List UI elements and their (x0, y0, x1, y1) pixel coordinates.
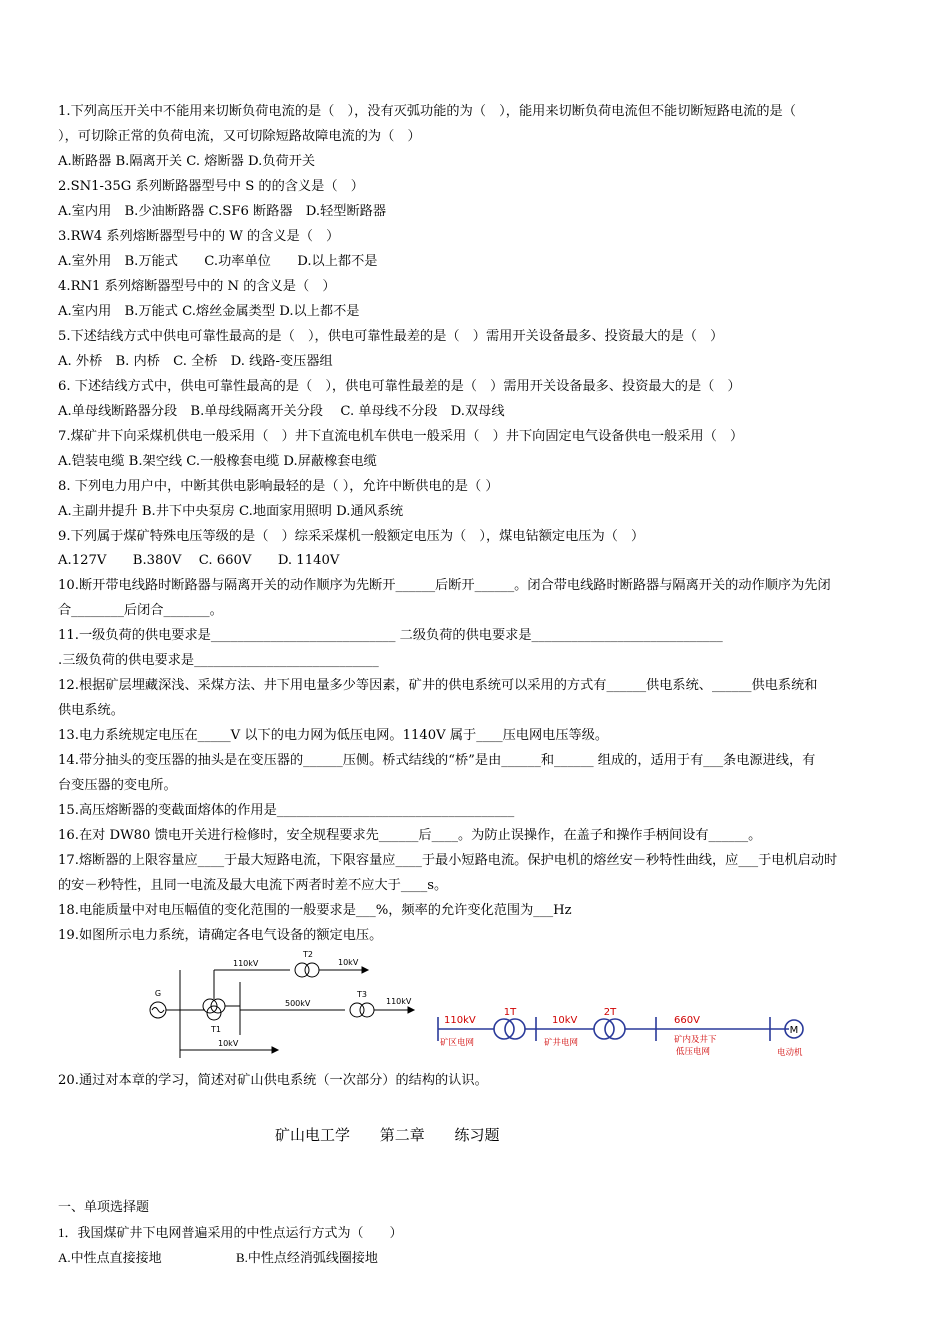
text-line: A.室外用 B.万能式 C.功率单位 D.以上都不是 (58, 254, 378, 269)
text-line: A.单母线断路器分段 B.单母线隔离开关分段 C. 单母线不分段 D.双母线 (58, 404, 505, 419)
question-20: 20.通过对本章的学习，简述对矿山供电系统（一次部分）的结构的认识。 (58, 1073, 488, 1088)
question-2-1: 1．我国煤矿井下电网普遍采用的中性点运行方式为（ ） (58, 1225, 403, 1240)
text-line: 4.RN1 系列熔断器型号中的 N 的含义是（ ） (58, 279, 336, 294)
label-2-2t: 2T (603, 1007, 617, 1018)
label-2-110kv: 110kV (444, 1015, 476, 1026)
label-110kv: 110kV (233, 959, 259, 968)
label-110kv-right: 110kV (386, 997, 412, 1006)
label-motor: 电动机 (777, 1048, 803, 1058)
text-line: A.主副井提升 B.井下中央泵房 C.地面家用照明 D.通风系统 (58, 504, 404, 519)
text-line: 14.带分抽头的变压器的抽头是在变压器的______压侧。桥式结线的“桥”是由______和______ 组成的，适用于有___条电源进线，有 (58, 753, 816, 768)
section-heading: 一、单项选择题 (58, 1199, 150, 1214)
text-line: 12.根据矿层埋藏深浅、采煤方法、井下用电量多少等因素，矿井的供电系统可以采用的方式有______供电系统、______供电系统和 (58, 678, 818, 693)
text-line: 的安－秒特性，且同一电流及最大电流下两者时差不应大于____s。 (58, 878, 448, 893)
text-line: 18.电能质量中对电压幅值的变化范围的一般要求是___%，频率的允许变化范围为___Hz (58, 903, 572, 918)
label-2-660v: 660V (674, 1015, 700, 1026)
text-line: 9.下列属于煤矿特殊电压等级的是（ ）综采采煤机一般额定电压为（ ），煤电钻额定电压为（ ） (58, 529, 645, 544)
text-line: 10.断开带电线路时断路器与隔离开关的动作顺序为先断开______后断开______。闭合带电线路时断路器与隔离开关的动作顺序为先闭 (58, 578, 831, 593)
text-line: 供电系统。 (58, 703, 124, 718)
text-line: A.断路器 B.隔离开关 C. 熔断器 D.负荷开关 (58, 154, 316, 169)
text-line: A.127V B.380V C. 660V D. 1140V (58, 553, 340, 568)
text-line: 15.高压熔断器的变截面熔体的作用是____________________________________ (58, 803, 515, 818)
text-line: 8. 下列电力用户中，中断其供电影响最轻的是（ ），允许中断供电的是（ ） (58, 479, 499, 494)
text-line: 7.煤矿井下向采煤机供电一般采用（ ）井下直流电机车供电一般采用（ ）井下向固定电气设备供电一般采用（ ） (58, 429, 744, 444)
text-line: .三级负荷的供电要求是____________________________ (58, 653, 379, 668)
label-500kv: 500kV (285, 999, 311, 1008)
label-grid-3b: 低压电网 (676, 1047, 711, 1057)
text-line: 5.下述结线方式中供电可靠性最高的是（ ），供电可靠性最差的是（ ）需用开关设备最多、投资最大的是（ ） (58, 329, 724, 344)
label-2-10kv: 10kV (552, 1015, 578, 1026)
title-part-2: 第二章 (379, 1128, 425, 1144)
text-line: 19.如图所示电力系统，请确定各电气设备的额定电压。 (58, 928, 383, 943)
text-line: 2.SN1-35G 系列断路器型号中 S 的的含义是（ ） (58, 179, 364, 194)
label-t1: T1 (211, 1025, 221, 1034)
text-line: A. 外桥 B. 内桥 C. 全桥 D. 线路-变压器组 (58, 354, 333, 369)
text-line: 17.熔断器的上限容量应____于最大短路电流，下限容量应____于最小短路电流。保护电机的熔丝安－秒特性曲线，应___于电机启动时 (58, 853, 838, 868)
text-line: A.铠装电缆 B.架空线 C.一般橡套电缆 D.屏蔽橡套电缆 (58, 454, 377, 469)
label-t3: T3 (357, 990, 367, 999)
label-10kv-bottom: 10kV (218, 1039, 239, 1048)
motor-symbol: M (789, 1025, 799, 1036)
label-g: G (154, 989, 162, 998)
text-line: 3.RW4 系列熔断器型号中的 W 的含义是（ ） (58, 229, 340, 244)
text-line: A.室内用 B.万能式 C.熔丝金属类型 D.以上都不是 (58, 304, 360, 319)
label-grid-1: 矿区电网 (440, 1038, 475, 1048)
text-line: 13.电力系统规定电压在_____V 以下的电力网为低压电网。1140V 属于____压电网电压等级。 (58, 728, 609, 743)
text-line: 6. 下述结线方式中，供电可靠性最高的是（ ），供电可靠性最差的是（ ）需用开关设备最多、投资最大的是（ ） (58, 379, 741, 394)
text-line: 1.下列高压开关中不能用来切断负荷电流的是（ ），没有灭弧功能的为（ ），能用来切断负荷电流但不能切断短路电流的是（ (58, 104, 796, 119)
title-part-1: 矿山电工学 (275, 1128, 351, 1144)
chapter-title (275, 1124, 526, 1145)
power-system-diagram (140, 940, 430, 1070)
text-line: 16.在对 DW80 馈电开关进行检修时，安全规程要求先______后____。为防止误操作，在盖子和操作手柄间设有______。 (58, 828, 762, 843)
mine-supply-diagram (432, 995, 812, 1065)
option-a: A.中性点直接接地 (58, 1250, 162, 1265)
label-grid-2: 矿井电网 (544, 1038, 579, 1048)
label-10kv-top: 10kV (338, 958, 359, 967)
text-line: ），可切除正常的负荷电流，又可切除短路故障电流的为（ ） (58, 129, 421, 144)
label-grid-3a: 矿内及井下 (674, 1035, 717, 1045)
text-line: 台变压器的变电所。 (58, 778, 177, 793)
label-t2: T2 (303, 950, 313, 959)
option-b: B.中性点经消弧线圈接地 (236, 1250, 378, 1265)
label-2-1t: 1T (503, 1007, 517, 1018)
text-line: A.室内用 B.少油断路器 C.SF6 断路器 D.轻型断路器 (58, 204, 387, 219)
text-line: 合________后闭合_______。 (58, 603, 223, 618)
text-line: 11.一级负荷的供电要求是____________________________ 二级负荷的供电要求是_____________________________ (58, 628, 723, 643)
title-part-3: 练习题 (454, 1128, 500, 1144)
